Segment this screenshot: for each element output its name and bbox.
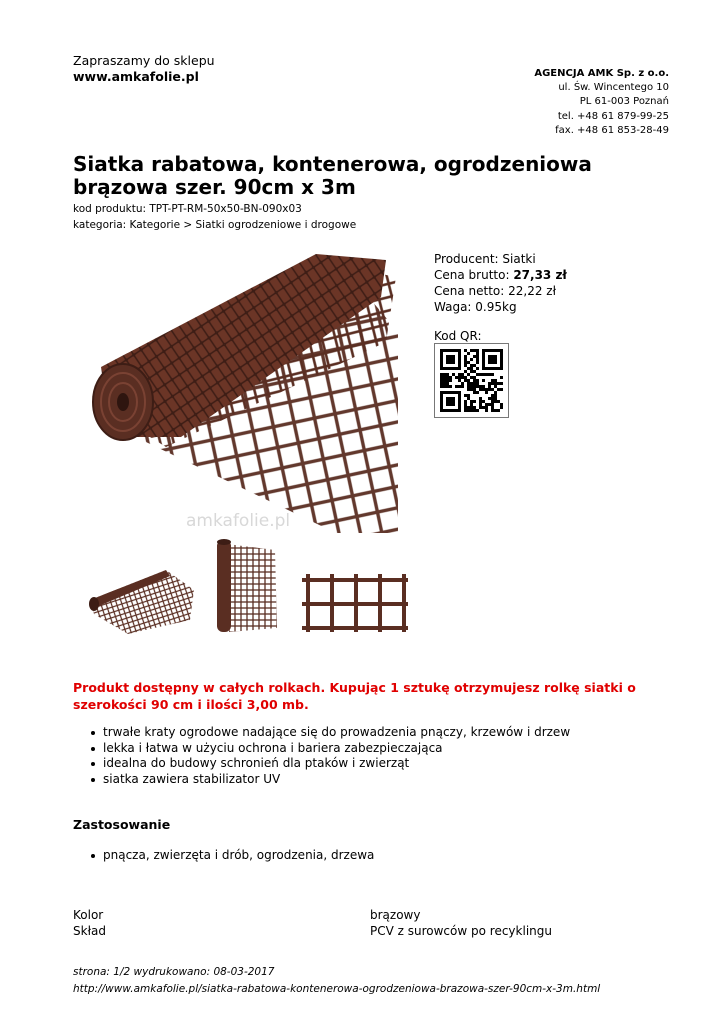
list-item: siatka zawiera stabilizator UV: [89, 772, 570, 788]
company-city: PL 61-003 Poznań: [579, 96, 669, 108]
product-code: kod produktu: TPT-PT-RM-50x50-BN-090x03: [73, 203, 302, 215]
product-info: [434, 251, 567, 315]
thumbnail-2[interactable]: [205, 536, 291, 636]
availability-notice: Produkt dostępny w całych rolkach. Kupując 1 sztukę otrzymujesz rolkę siatki o szerokości 90 cm i ilości 3,00 mb.: [73, 680, 636, 712]
footer-page-info: strona: 1/2 wydrukowano: 08-03-2017: [73, 966, 275, 978]
footer-url[interactable]: http://www.amkafolie.pl/siatka-rabatowa-kontenerowa-ogrodzeniowa-brazowa-szer-90cm-x-3m.html: [73, 983, 601, 995]
company-tel: tel. +48 61 879-99-25: [557, 110, 669, 122]
usage-list: [89, 848, 374, 864]
list-item: idealna do budowy schronień dla ptaków i zwierząt: [89, 756, 570, 772]
company-address: [534, 67, 669, 138]
spec-value-color: brązowy: [370, 908, 421, 922]
product-title: [73, 153, 653, 199]
list-item: lekka i łatwa w użyciu ochrona i bariera zabezpieczająca: [89, 741, 570, 757]
shop-link[interactable]: www.amkafolie.pl: [73, 69, 199, 84]
price-net: Cena netto: 22,22 zł: [434, 284, 557, 298]
page-footer: [73, 964, 600, 998]
qr-code-icon: [440, 349, 503, 412]
product-meta: [73, 201, 356, 233]
product-category: kategoria: Kategorie > Siatki ogrodzeniowe i drogowe: [73, 219, 357, 231]
shop-intro: [73, 53, 215, 85]
company-street: ul. Św. Wincentego 10: [558, 82, 669, 94]
list-item: pnącza, zwierzęta i drób, ogrodzenia, drzewa: [89, 848, 374, 864]
company-fax: fax. +48 61 853-28-49: [555, 124, 669, 136]
price-gross: [434, 267, 567, 283]
title-line-1: Siatka rabatowa, kontenerowa, ogrodzeniowa: [73, 152, 592, 176]
price-gross-value: 27,33 zł: [513, 268, 567, 282]
producer: Producent: Siatki: [434, 252, 536, 266]
spec-key-color: Kolor: [73, 908, 104, 922]
spec-key-material: Skład: [73, 924, 106, 938]
qr-code: [434, 343, 509, 418]
thumbnail-3[interactable]: [300, 570, 408, 636]
list-item: trwałe kraty ogrodowe nadające się do prowadzenia pnączy, krzewów i drzew: [89, 725, 570, 741]
weight: Waga: 0.95kg: [434, 300, 517, 314]
image-watermark: amkafolie.pl: [186, 511, 291, 531]
title-line-2: brązowa szer. 90cm x 3m: [73, 175, 356, 199]
features-list: [89, 725, 570, 787]
usage-heading: Zastosowanie: [73, 817, 171, 832]
product-main-image: [86, 252, 398, 533]
company-name: AGENCJA AMK Sp. z o.o.: [534, 68, 669, 79]
spec-value-material: PCV z surowców po recyklingu: [370, 924, 552, 938]
thumbnail-1[interactable]: [86, 542, 198, 642]
price-gross-label: Cena brutto:: [434, 268, 514, 282]
intro-text: Zapraszamy do sklepu: [73, 53, 215, 68]
qr-label: Kod QR:: [434, 329, 482, 343]
